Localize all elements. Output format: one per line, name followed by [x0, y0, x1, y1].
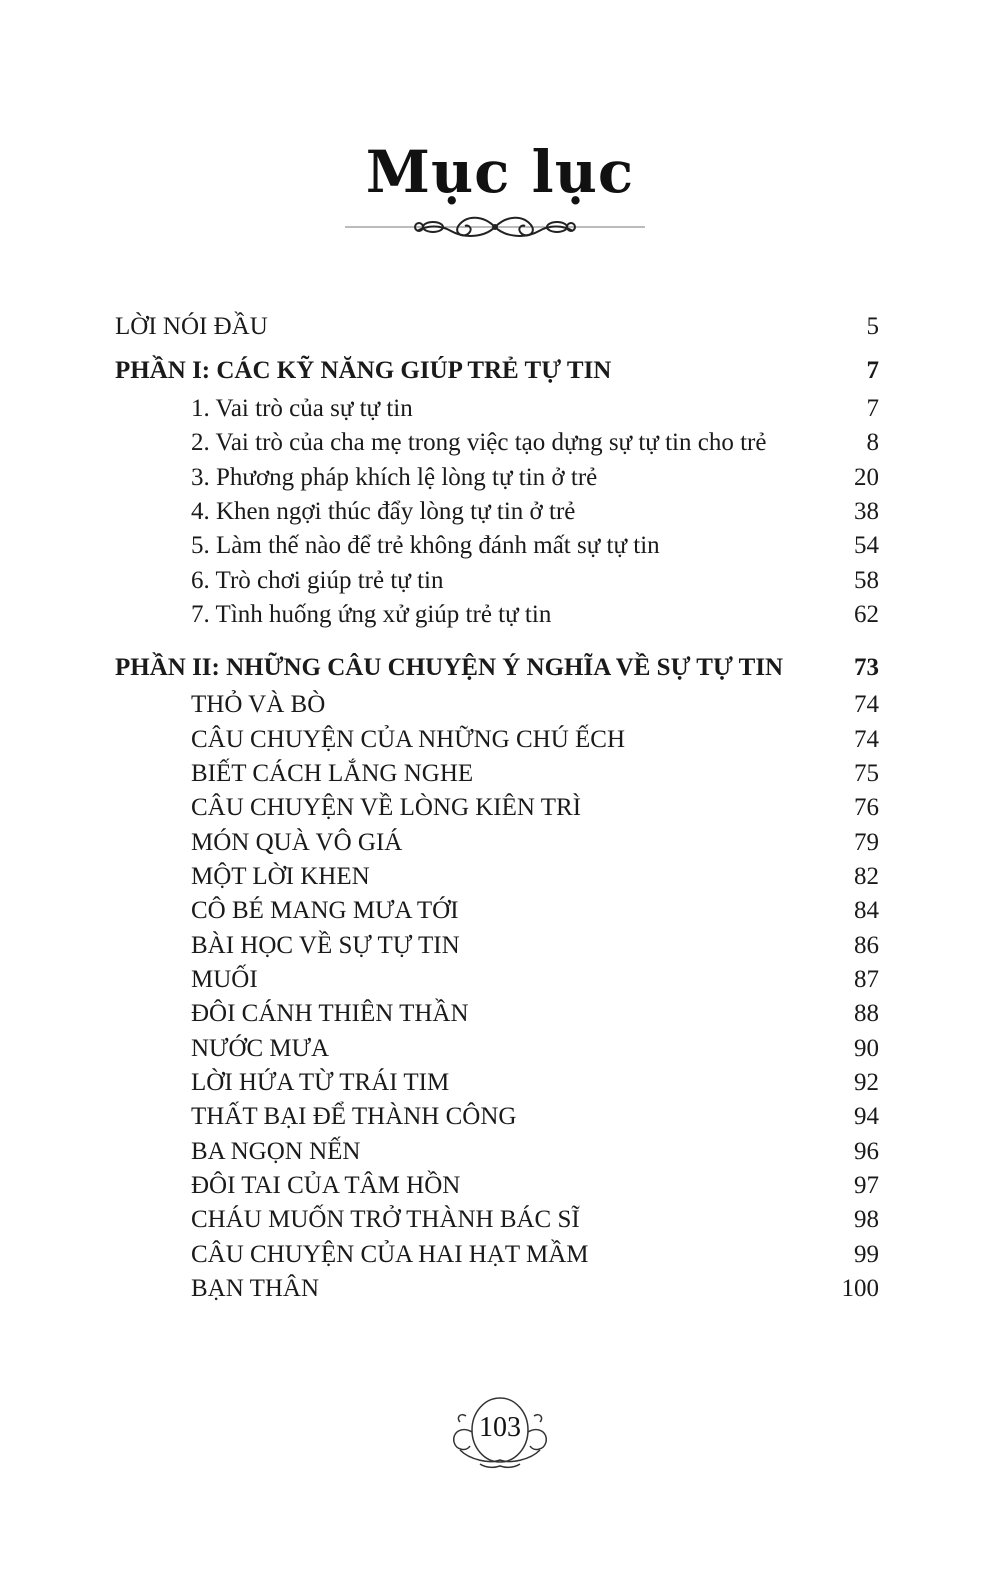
toc-entry-page: 58: [854, 567, 879, 594]
toc-entry-label: 1. Vai trò của sự tự tin: [191, 395, 413, 422]
toc-entry-page: 98: [854, 1206, 879, 1233]
toc-entry-page: 20: [854, 464, 879, 491]
toc-entry-page: 79: [854, 829, 879, 856]
toc-entry-label: ĐÔI CÁNH THIÊN THẦN: [191, 1000, 469, 1027]
toc-part-page: 73: [854, 654, 879, 681]
toc-entry-page: 54: [854, 532, 879, 559]
toc-entry-label: ĐÔI TAI CỦA TÂM HỒN: [191, 1172, 461, 1199]
title-divider-ornament: [345, 210, 645, 244]
toc-entry-label: CÂU CHUYỆN CỦA HAI HẠT MẦM: [191, 1241, 589, 1268]
toc-entry-label: BIẾT CÁCH LẮNG NGHE: [191, 760, 474, 787]
toc-entry-label: MỘT LỜI KHEN: [191, 863, 370, 890]
page-number-badge: [440, 1392, 560, 1472]
toc-entry-label: 6. Trò chơi giúp trẻ tự tin: [191, 567, 444, 594]
toc-entry-label: 7. Tình huống ứng xử giúp trẻ tự tin: [191, 601, 552, 628]
toc-entry-page: 62: [854, 601, 879, 628]
toc-entry-page: 88: [854, 1000, 879, 1027]
toc-entry-page: 90: [854, 1035, 879, 1062]
toc-entry-page: 8: [866, 429, 879, 456]
toc-entry-label: BA NGỌN NẾN: [191, 1138, 361, 1165]
toc-part-page: 7: [866, 357, 879, 384]
toc-entry-page: 84: [854, 897, 879, 924]
toc-entry-label: 2. Vai trò của cha mẹ trong việc tạo dựng sự tự tin cho trẻ: [191, 429, 767, 456]
toc-entry-page: 87: [854, 966, 879, 993]
toc-entry-label: LỜI NÓI ĐẦU: [115, 313, 268, 340]
toc-entry-label: NƯỚC MƯA: [191, 1035, 330, 1062]
toc-entry-page: 96: [854, 1138, 879, 1165]
toc-entry-label: 4. Khen ngợi thúc đẩy lòng tự tin ở trẻ: [191, 498, 576, 525]
toc-entry-label: CÂU CHUYỆN VỀ LÒNG KIÊN TRÌ: [191, 794, 582, 821]
toc-entry-label: 5. Làm thế nào để trẻ không đánh mất sự tự tin: [191, 532, 660, 559]
toc-part-label: PHẦN II: NHỮNG CÂU CHUYỆN Ý NGHĨA VỀ SỰ TỰ TIN: [115, 654, 784, 681]
page-number: 103: [479, 1412, 521, 1443]
toc-entry-label: BẠN THÂN: [191, 1275, 320, 1302]
toc-entry-page: 99: [854, 1241, 879, 1268]
toc-entry-label: CÂU CHUYỆN CỦA NHỮNG CHÚ ẾCH: [191, 726, 625, 753]
toc-entry-page: 86: [854, 932, 879, 959]
toc-entry-page: 38: [854, 498, 879, 525]
toc-entry-label: THẤT BẠI ĐỂ THÀNH CÔNG: [191, 1103, 517, 1130]
toc-entry-page: 5: [866, 313, 879, 340]
toc-entry-label: 3. Phương pháp khích lệ lòng tự tin ở trẻ: [191, 464, 598, 491]
toc-entry-page: 100: [841, 1275, 879, 1302]
toc-entry-page: 74: [854, 691, 879, 718]
toc-entry-label: THỎ VÀ BÒ: [191, 691, 326, 718]
toc-entry-label: LỜI HỨA TỪ TRÁI TIM: [191, 1069, 450, 1096]
toc-entry-page: 76: [854, 794, 879, 821]
toc-entry-label: MÓN QUÀ VÔ GIÁ: [191, 829, 403, 856]
toc-entry-page: 92: [854, 1069, 879, 1096]
toc-entry-page: 94: [854, 1103, 879, 1130]
toc-part-label: PHẦN I: CÁC KỸ NĂNG GIÚP TRẺ TỰ TIN: [115, 357, 612, 384]
toc-entry-page: 7: [866, 395, 879, 422]
toc-entry-page: 82: [854, 863, 879, 890]
toc-entry-label: BÀI HỌC VỀ SỰ TỰ TIN: [191, 932, 460, 959]
toc-entry-page: 75: [854, 760, 879, 787]
toc-entry-page: 74: [854, 726, 879, 753]
toc-entry-label: MUỐI: [191, 966, 258, 993]
toc-entry-label: CHÁU MUỐN TRỞ THÀNH BÁC SĨ: [191, 1206, 580, 1233]
toc-entry-page: 97: [854, 1172, 879, 1199]
toc-entry-label: CÔ BÉ MANG MƯA TỚI: [191, 897, 459, 924]
page-title: Mục lục: [365, 138, 635, 206]
